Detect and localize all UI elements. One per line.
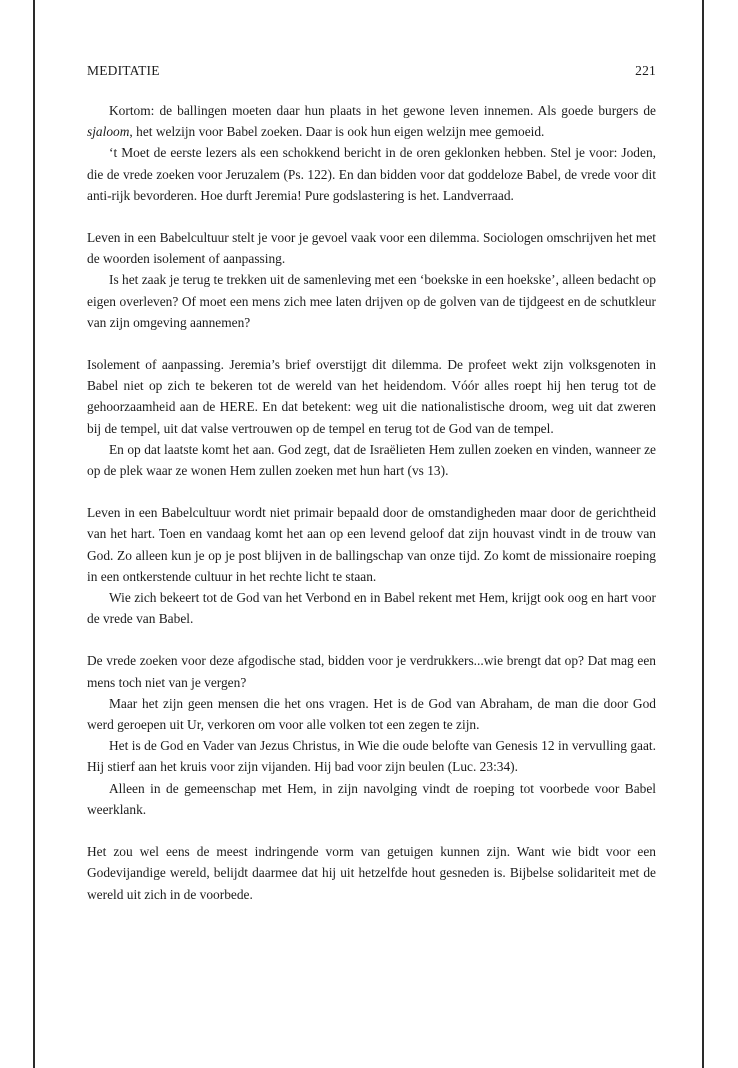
paragraph: Alleen in de gemeenschap met Hem, in zijn navolging vindt de roeping tot voorbede voor Babel weerklank. [87, 780, 656, 817]
book-page [87, 63, 656, 905]
paragraph: En op dat laatste komt het aan. God zegt, dat de Israëlieten Hem zullen zoeken en vinden, wanneer ze op de plek waar ze wonen Hem zullen zoeken met hun hart (vs 13). [87, 441, 656, 479]
scan-edge-left [33, 0, 35, 1068]
paragraph: Het zou wel eens de meest indringende vorm van getuigen kunnen zijn. Want wie bidt voor een Godevijandige wereld, belijdt daarmee dat hij uit hetzelfde hout gesneden is. Bijbelse solidariteit met de wereld uit zich in de voorbede. [87, 844, 656, 902]
emphasis-text: sjaloom [87, 124, 130, 140]
paragraph: ‘t Moet de eerste lezers als een schokkend bericht in de oren geklonken hebben. Stel je voor: Joden, die de vrede zoeken voor Jeruzalem (Ps. 122). En dan bidden voor dat goddeloze Babel, de vrede voor dit anti-rijk bevorderen. Hoe durft Jeremia! Pure godslastering is het. Landverraad. [87, 145, 656, 203]
paragraph: Isolement of aanpassing. Jeremia’s brief overstijgt dit dilemma. De profeet wekt zijn volksgenoten in Babel niet op zich te bekeren tot de wereld van het heidendom. Vóór alles roept hij hen terug tot de gehoorzaamheid aan de HERE. En dat betekent: weg uit die nationalistische droom, weg uit dat zweren bij de tempel, uit dat valse vertrouwen op de tempel en terug tot de God van de tempel. [87, 357, 656, 436]
text-section [87, 841, 656, 905]
section-title: MEDITATIE [87, 63, 160, 78]
running-header [87, 63, 656, 79]
paragraph: Het is de God en Vader van Jezus Christus, in Wie die oude belofte van Genesis 12 in vervulling gaat. Hij stierf aan het kruis voor zijn vijanden. Hij bad voor zijn beulen (Luc. 23:34). [87, 738, 656, 775]
paragraph: Wie zich bekeert tot de God van het Verbond en in Babel rekent met Hem, krijgt ook oog en hart voor de vrede van Babel. [87, 590, 656, 627]
text-section [87, 227, 656, 333]
paragraph: Leven in een Babelcultuur stelt je voor je gevoel vaak voor een dilemma. Sociologen omschrijven het met de woorden isolement of aanpassing. [87, 230, 656, 267]
text-section [87, 354, 656, 481]
scan-edge-right [702, 0, 704, 1068]
paragraph: Leven in een Babelcultuur wordt niet primair bepaald door de omstandigheden maar door de gerichtheid van het hart. Toen en vandaag komt het aan op een levend geloof dat zijn houvast vindt in de trouw van God. Zo alleen kun je op je post blijven in de ballingschap van onze tijd. Zo komt de missionaire roeping in een ontkerstende cultuur in het rechte licht te staan. [87, 505, 656, 584]
page-number: 221 [635, 63, 656, 78]
paragraph: De vrede zoeken voor deze afgodische stad, bidden voor je verdrukkers...wie brengt dat op? Dat mag een mens toch niet van je vergen? [87, 653, 656, 690]
text-section [87, 650, 656, 820]
text-section [87, 100, 656, 206]
paragraph [87, 100, 656, 142]
paragraph: Maar het zijn geen mensen die het ons vragen. Het is de God van Abraham, de man die door God werd geroepen uit Ur, verkoren om voor alle volken tot een zegen te zijn. [87, 695, 656, 733]
paragraph-text: , het welzijn voor Babel zoeken. Daar is ook hun eigen welzijn mee gemoeid. [129, 124, 545, 140]
paragraph: Is het zaak je terug te trekken uit de samenleving met een ‘boekske in een hoekske’, alleen bedacht op eigen overleven? Of moet een mens zich mee laten drijven op de golven van de tijdgeest en de schutkleur van zijn omgeving aannemen? [87, 272, 656, 330]
text-section [87, 502, 656, 629]
paragraph-text: Kortom: de ballingen moeten daar hun plaats in het gewone leven innemen. Als goede burgers de [109, 103, 656, 118]
